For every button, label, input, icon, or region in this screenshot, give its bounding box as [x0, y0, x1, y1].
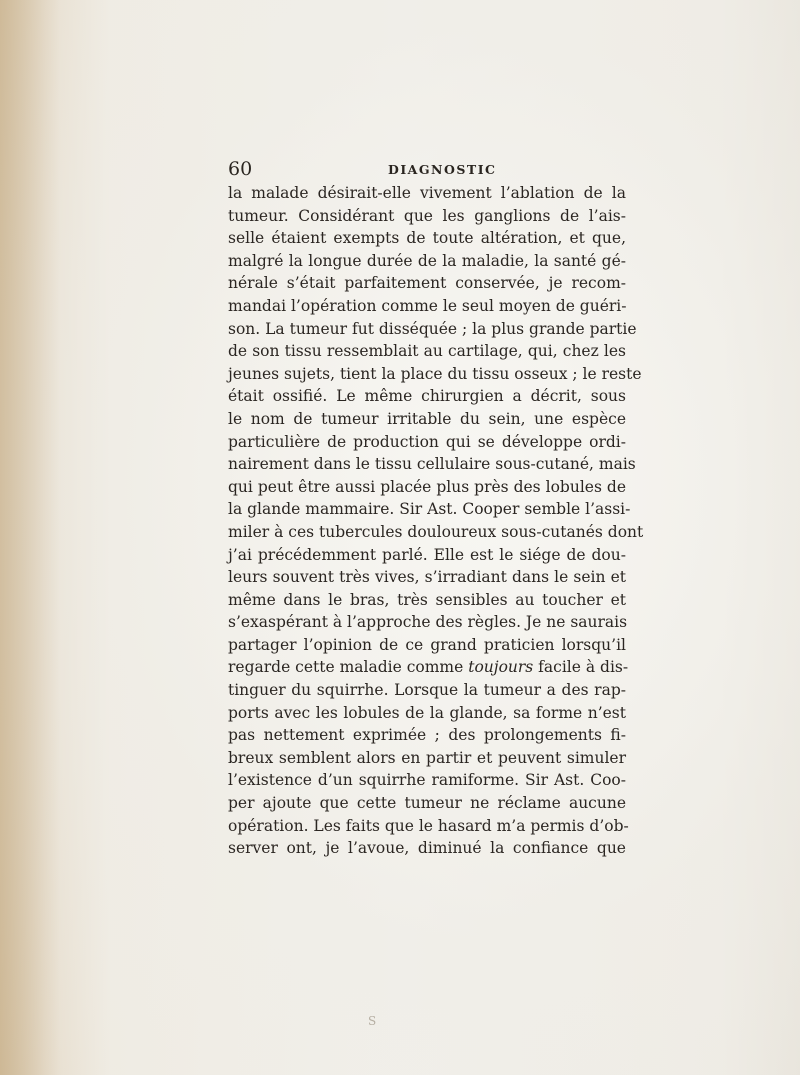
text-line: particulière de production qui se développe ordi- — [228, 432, 626, 451]
text-line: l’existence d’un squirrhe ramiforme. Sir Ast. Coo- — [228, 771, 626, 790]
text-line: s’exaspérant à l’approche des règles. Je ne saurais — [228, 613, 628, 632]
text-line: selle étaient exempts de toute altération, et que, — [228, 229, 626, 248]
text-line: qui peut être aussi placée plus près des lobules de — [228, 477, 626, 496]
text-line: était ossifié. Le même chirurgien a décrit, sous — [228, 387, 626, 406]
emphasis-text: toujours — [468, 658, 534, 677]
text-line: j’ai précédemment parlé. Elle est le siége de dou- — [228, 545, 626, 564]
text-line: leurs souvent très vives, s’irradiant dans le sein et — [228, 568, 626, 587]
page-number: 60 — [228, 158, 253, 180]
text-line: tinguer du squirrhe. Lorsque la tumeur a des rap- — [228, 681, 626, 700]
text-line: la malade désirait-elle vivement l’ablation de la — [228, 184, 626, 202]
text-line: per ajoute que cette tumeur ne réclame aucune — [228, 794, 626, 813]
text-line: server ont, je l’avoue, diminué la confiance que — [228, 839, 626, 858]
text-line: son. La tumeur fut disséquée ; la plus grande partie — [228, 319, 637, 338]
running-head: DIAGNOSTIC — [388, 162, 497, 177]
text-line: tumeur. Considérant que les ganglions de l’ais- — [228, 206, 626, 225]
text-line: partager l’opinion de ce grand praticien lorsqu’il — [228, 635, 626, 654]
text-line: miler à ces tubercules douloureux sous-cutanés dont — [228, 522, 644, 541]
text-line: pas nettement exprimée ; des prolongements fi- — [228, 726, 626, 745]
text-line: le nom de tumeur irritable du sein, une espèce — [228, 409, 626, 428]
text-line: breux semblent alors en partir et peuvent simuler — [228, 748, 626, 767]
text-line: jeunes sujets, tient la place du tissu osseux ; le reste — [228, 364, 642, 383]
text-line: ports avec les lobules de la glande, sa forme n’est — [228, 703, 626, 722]
text-line: regarde cette maladie comme toujours facile à dis- — [228, 658, 629, 677]
text-line: nérale s’était parfaitement conservée, je recom- — [228, 274, 626, 293]
text-line: opération. Les faits que le hasard m’a permis d’ob- — [228, 816, 629, 835]
body-text — [228, 182, 644, 860]
text-line: de son tissu ressemblait au cartilage, qui, chez les — [228, 342, 626, 361]
text-line: malgré la longue durée de la maladie, la santé gé- — [228, 251, 626, 270]
page-header — [228, 158, 628, 182]
text-line: nairement dans le tissu cellulaire sous-cutané, mais — [228, 455, 636, 474]
text-line: mandai l’opération comme le seul moyen de guéri- — [228, 296, 627, 315]
signature-mark: S — [368, 1014, 377, 1028]
text-line: la glande mammaire. Sir Ast. Cooper semble l’assi- — [228, 500, 631, 519]
text-line: même dans le bras, très sensibles au toucher et — [228, 590, 626, 609]
